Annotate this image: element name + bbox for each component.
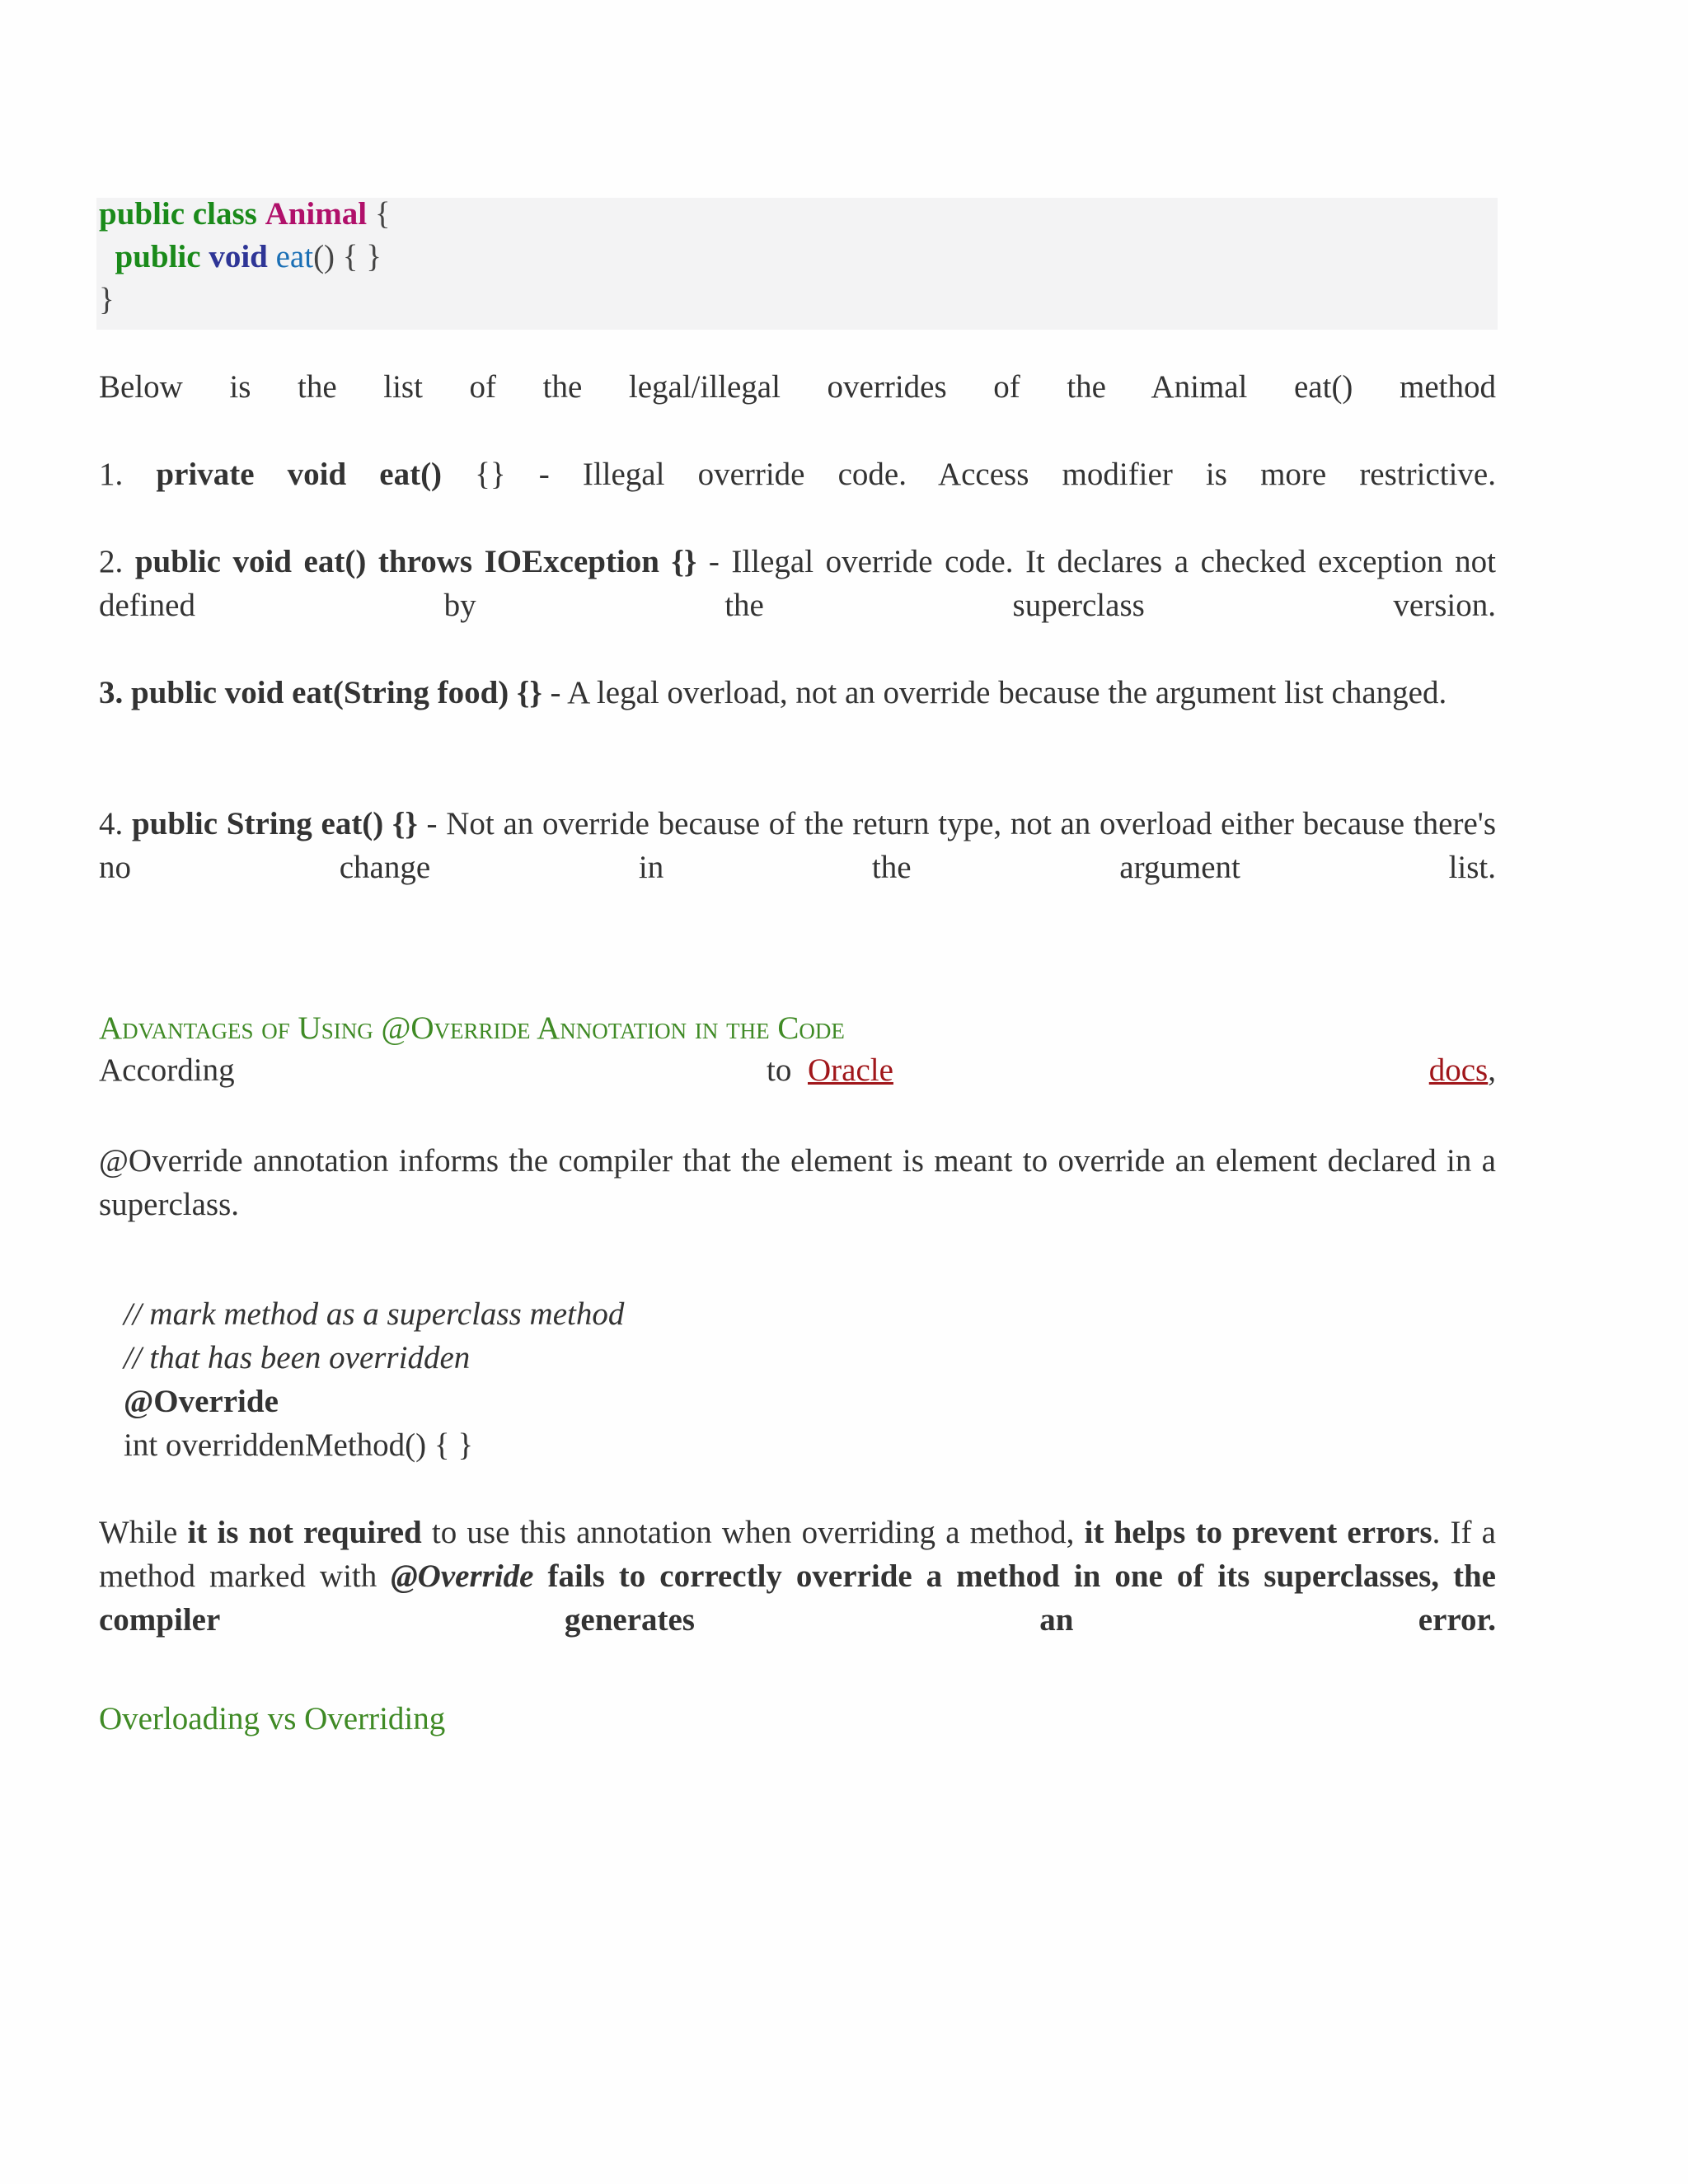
according-line: According to Oracle docs , <box>99 1052 1496 1088</box>
list-item-3: 3. public void eat(String food) {} - A legal overload, not an override because the argument list changed. <box>99 675 1447 710</box>
list-item-2: 2. public void eat() throws IOException {} - Illegal override code. It declares a checked exception not defined by the superclass version. <box>99 544 1497 623</box>
intro-paragraph: Below is the list of the legal/illegal overrides of the Animal eat() method <box>99 369 1496 405</box>
list-item-1: 1. private void eat() {} - Illegal override code. Access modifier is more restrictive. <box>99 457 1496 492</box>
code-line-2: public void eat() { } <box>115 239 382 274</box>
code-signature: int overriddenMethod() { } <box>124 1427 474 1463</box>
code-line-1: public class Animal { <box>99 196 391 232</box>
list-item-4: 4. public String eat() {} - Not an override because of the return type, not an overload either because there's no change in the argument list. <box>99 806 1496 885</box>
code-block-override <box>124 1292 624 1467</box>
code-comment-2: // that has been overridden <box>124 1340 471 1376</box>
code-block-animal <box>96 198 1498 330</box>
code-comment-1: // mark method as a superclass method <box>124 1296 625 1332</box>
section-heading-overloading: Overloading vs Overriding <box>99 1701 446 1736</box>
code-annotation: @Override <box>124 1384 279 1419</box>
while-paragraph: While it is not required to use this annotation when overriding a method, it helps to prevent errors. If a method marked with @Override fails to correctly override a method in one of its superclasses, the compiler generates an error. <box>99 1515 1496 1638</box>
oracle-docs-link[interactable]: Oracle docs <box>808 1052 1489 1088</box>
code-line-3: } <box>99 282 115 317</box>
override-info-paragraph: @Override annotation informs the compiler that the element is meant to override an element declared in a superclass. <box>99 1143 1496 1222</box>
section-heading-advantages: Advantages of Using @Override Annotation in the Code <box>99 1010 845 1046</box>
